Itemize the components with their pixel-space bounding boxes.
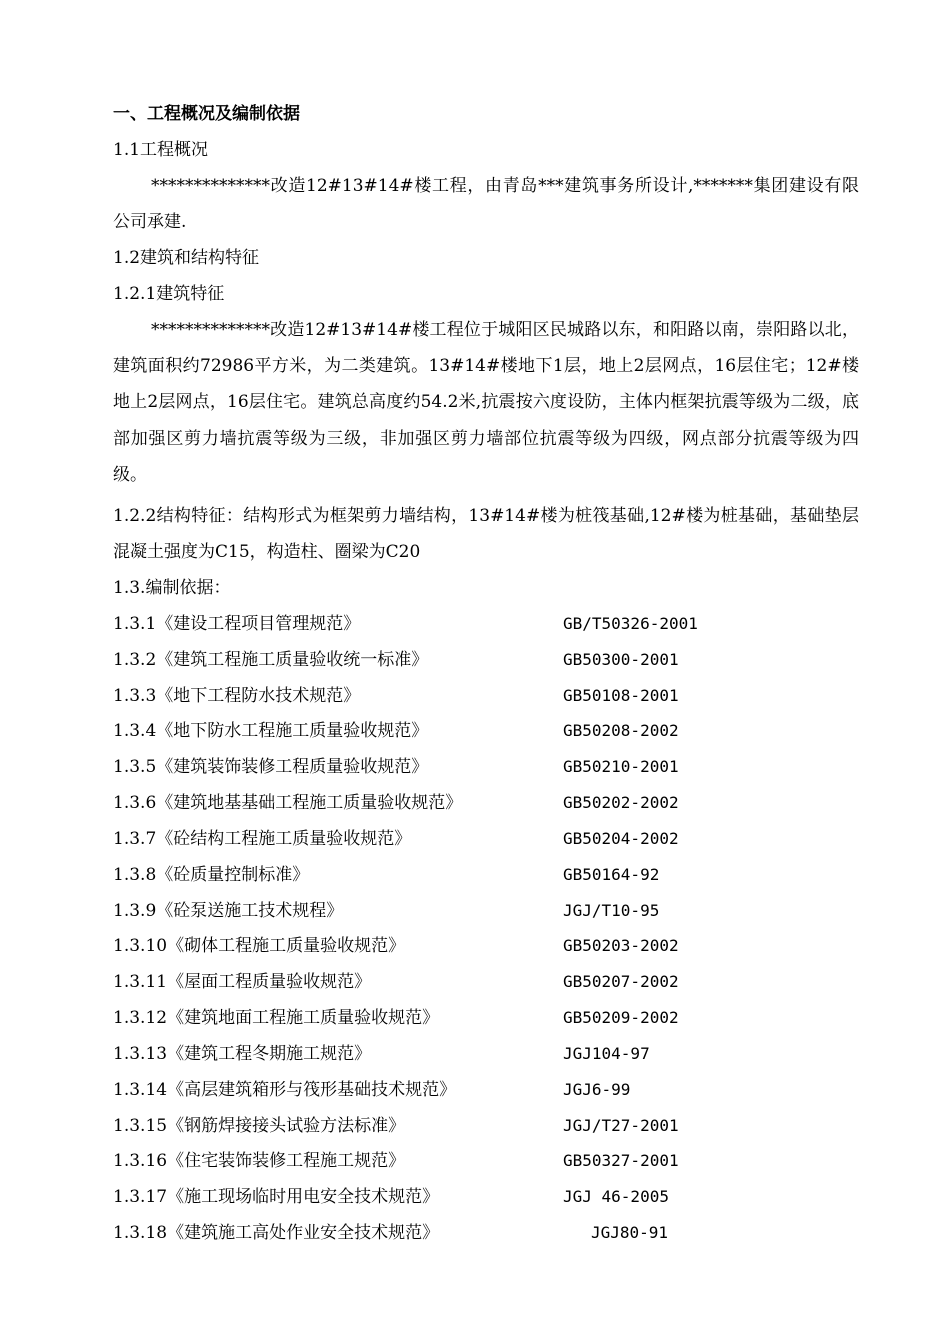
subsection-title-1-2: 1.2建筑和结构特征: [113, 248, 260, 268]
standard-code: GB50203-2002: [563, 936, 679, 955]
standard-title: 1.3.12《建筑地面工程施工质量验收规范》: [113, 1008, 440, 1028]
standard-title: 1.3.5《建筑装饰装修工程质量验收规范》: [113, 757, 429, 777]
standard-title: 1.3.17《施工现场临时用电安全技术规范》: [113, 1187, 440, 1207]
standard-title: 1.3.6《建筑地基基础工程施工质量验收规范》: [113, 793, 463, 813]
standard-title: 1.3.8《砼质量控制标准》: [113, 865, 310, 885]
standard-code: GB50204-2002: [563, 829, 679, 848]
standard-code: GB50202-2002: [563, 793, 679, 812]
standard-code: JGJ/T10-95: [563, 901, 660, 920]
standard-code: GB50327-2001: [563, 1151, 679, 1170]
paragraph-overview: **************改造12#13#14#楼工程，由青岛***建筑事务所设计,*******集团建设有限公司承建.: [113, 176, 859, 233]
standard-title: 1.3.3《地下工程防水技术规范》: [113, 686, 361, 706]
paragraph-structure-features: 1.2.2结构特征：结构形式为框架剪力墙结构，13#14#楼为桩筏基础,12#楼为桩基础，基础垫层混凝土强度为C15，构造柱、圈梁为C20: [113, 506, 859, 563]
standard-code: GB50300-2001: [563, 650, 679, 669]
standard-code: GB50164-92: [563, 865, 660, 884]
standard-code: GB/T50326-2001: [563, 614, 698, 633]
standard-title: 1.3.18《建筑施工高处作业安全技术规范》: [113, 1223, 440, 1243]
standard-code: GB50207-2002: [563, 972, 679, 991]
standard-title: 1.3.2《建筑工程施工质量验收统一标准》: [113, 650, 429, 670]
standard-title: 1.3.15《钢筋焊接接头试验方法标准》: [113, 1116, 406, 1136]
standard-code: GB50208-2002: [563, 721, 679, 740]
standard-title: 1.3.9《砼泵送施工技术规程》: [113, 901, 344, 921]
standard-code: JGJ6-99: [563, 1080, 631, 1099]
standard-title: 1.3.7《砼结构工程施工质量验收规范》: [113, 829, 412, 849]
standard-title: 1.3.10《砌体工程施工质量验收规范》: [113, 936, 406, 956]
standard-code: GB50108-2001: [563, 686, 679, 705]
subsection-title-1-2-1: 1.2.1建筑特征: [113, 284, 225, 304]
standard-title: 1.3.4《地下防水工程施工质量验收规范》: [113, 721, 429, 741]
standard-title: 1.3.16《住宅装饰装修工程施工规范》: [113, 1151, 406, 1171]
standard-code: GB50210-2001: [563, 757, 679, 776]
standard-title: 1.3.14《高层建筑箱形与筏形基础技术规范》: [113, 1080, 457, 1100]
paragraph-building-features: **************改造12#13#14#楼工程位于城阳区民城路以东，和阳路以南，崇阳路以北，建筑面积约72986平方米，为二类建筑。13#14#楼地下1层，地上2层网点，16层住宅；12#楼地上2层网点，16层住宅。建筑总高度约54.2米,抗震按六度设防，主体内框架抗震等级为二级，底部加强区剪力墙抗震等级为三级，非加强区剪力墙部位抗震等级为四级，网点部分抗震等级为四级。: [113, 320, 859, 485]
standard-code: JGJ 46-2005: [563, 1187, 669, 1206]
standard-title: 1.3.11《屋面工程质量验收规范》: [113, 972, 372, 992]
standard-code: JGJ80-91: [591, 1223, 669, 1242]
standard-title: 1.3.13《建筑工程冬期施工规范》: [113, 1044, 372, 1064]
standard-code: JGJ104-97: [563, 1044, 650, 1063]
standard-title: 1.3.1《建设工程项目管理规范》: [113, 614, 361, 634]
standard-code: GB50209-2002: [563, 1008, 679, 1027]
subsection-title-1-1: 1.1工程概况: [113, 140, 209, 160]
subsection-title-1-3: 1.3.编制依据：: [113, 578, 231, 598]
section-heading: 一、工程概况及编制依据: [113, 104, 300, 124]
standard-code: JGJ/T27-2001: [563, 1116, 679, 1135]
